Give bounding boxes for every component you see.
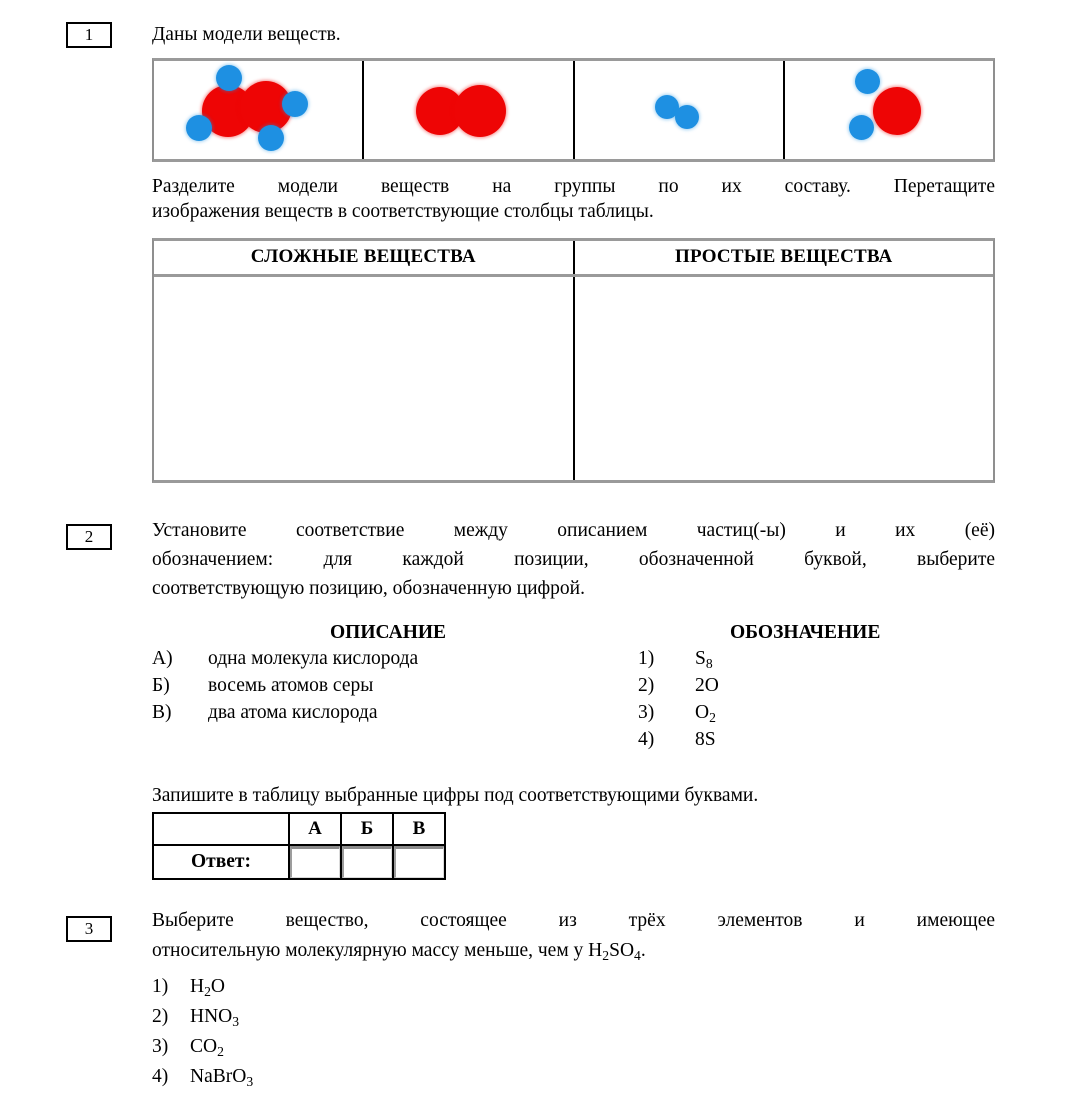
designation-key-4: 4) — [638, 729, 655, 750]
designation-key-1: 1) — [638, 648, 655, 669]
description-key-b: Б) — [152, 675, 170, 696]
task-1-instruction-line-1: Разделите модели веществ на группы по их составу. Перетащите — [152, 176, 995, 197]
description-text-a[interactable]: одна молекула кислорода — [208, 648, 419, 669]
atom-hydrogen — [855, 69, 880, 94]
atom-oxygen — [873, 87, 921, 135]
matching-header-description: ОПИСАНИЕ — [330, 622, 447, 643]
option-sub-3a: 2 — [217, 1043, 224, 1059]
task-2-number: 2 — [66, 524, 112, 550]
model-hydrogen-molecule[interactable] — [575, 61, 783, 159]
matching-headers — [152, 622, 995, 648]
designation-key-2: 2) — [638, 675, 655, 696]
task-3-instruction-line-2 — [152, 938, 995, 968]
designation-value-1[interactable] — [695, 648, 713, 670]
model-cell-1[interactable] — [154, 61, 364, 159]
option-value-2[interactable] — [190, 1006, 239, 1028]
task-2-instruction-line-2: обозначением: для каждой позиции, обозначенной буквой, выберите — [152, 549, 995, 570]
option-value-1[interactable] — [190, 976, 225, 998]
atom-hydrogen — [216, 65, 242, 91]
task-3-number: 3 — [66, 916, 112, 942]
answer-input-cell-a[interactable] — [289, 845, 341, 879]
answer-table-corner-cell — [153, 813, 289, 845]
answer-letter-v: В — [393, 813, 445, 845]
answer-input-a[interactable] — [290, 846, 340, 878]
option-part-1a: H — [190, 976, 205, 997]
designation-value-3[interactable] — [695, 702, 716, 724]
task-1-prompt: Даны модели веществ. — [152, 24, 341, 45]
task-3-formula-sub-2: 4 — [634, 947, 641, 963]
sorting-table-body — [154, 277, 993, 480]
description-text-b[interactable]: восемь атомов серы — [208, 675, 374, 696]
option-value-4[interactable] — [190, 1066, 253, 1088]
task-3-instruction-line-2-post: . — [640, 940, 646, 961]
option-part-1b: O — [210, 976, 226, 997]
description-text-v[interactable]: два атома кислорода — [208, 702, 378, 723]
answer-input-b[interactable] — [342, 846, 392, 878]
atom-oxygen — [454, 85, 506, 137]
answer-table-value-row — [153, 845, 445, 879]
matching-row-2 — [152, 675, 995, 702]
option-sub-4a: 3 — [246, 1073, 254, 1089]
matching-row-1 — [152, 648, 995, 675]
designation-key-3: 3) — [638, 702, 655, 723]
task-2-instruction — [152, 518, 995, 605]
model-hydrogen-peroxide[interactable] — [154, 61, 362, 159]
task-1 — [0, 0, 1080, 52]
description-key-v: В) — [152, 702, 172, 723]
option-key-3: 3) — [152, 1036, 169, 1057]
designation-value-4[interactable] — [695, 729, 716, 751]
task-3-instruction — [152, 908, 995, 968]
answer-input-cell-b[interactable] — [341, 845, 393, 879]
task-3-instruction-line-2-mid: SO — [609, 940, 635, 961]
task-3-instruction-line-1: Выберите вещество, состоящее из трёх элементов и имеющее — [152, 910, 995, 931]
designation-base-1: S — [695, 648, 706, 669]
option-part-3a: CO — [190, 1036, 218, 1057]
atom-hydrogen — [282, 91, 308, 117]
option-value-3[interactable] — [190, 1036, 224, 1058]
model-cell-4[interactable] — [785, 61, 993, 159]
sorting-table — [152, 238, 995, 483]
task-1-instruction-line-2: изображения веществ в соответствующие столбцы таблицы. — [152, 201, 654, 222]
task-1-instruction — [152, 174, 995, 224]
dropzone-simple-substances[interactable] — [575, 277, 994, 480]
answer-table — [152, 812, 446, 880]
task-3-instruction-line-2-pre: относительную молекулярную массу меньше, чем у H — [152, 940, 603, 961]
answer-letter-b: Б — [341, 813, 393, 845]
model-water-molecule[interactable] — [785, 61, 993, 159]
answer-label: Ответ: — [153, 845, 289, 879]
task-2-instruction-line-1: Установите соответствие между описанием частиц(-ы) и их (её) — [152, 520, 995, 541]
option-sub-2a: 3 — [232, 1013, 240, 1029]
task-3-formula-sub-1: 2 — [602, 947, 610, 963]
designation-base-4: 8S — [695, 729, 716, 750]
designation-base-2: 2O — [695, 675, 719, 696]
column-header-complex-substances: СЛОЖНЫЕ ВЕЩЕСТВА — [154, 241, 575, 274]
sorting-table-header-row — [154, 241, 993, 277]
option-key-1: 1) — [152, 976, 169, 997]
matching-header-designation: ОБОЗНАЧЕНИЕ — [730, 622, 881, 643]
answer-letter-a: А — [289, 813, 341, 845]
atom-hydrogen — [186, 115, 212, 141]
option-key-4: 4) — [152, 1066, 169, 1087]
option-part-4a: NaBrO — [190, 1066, 247, 1087]
designation-value-2[interactable] — [695, 675, 719, 697]
model-cell-3[interactable] — [575, 61, 785, 159]
task-2-answer-note: Запишите в таблицу выбранные цифры под соответствующими буквами. — [152, 785, 759, 806]
column-header-simple-substances: ПРОСТЫЕ ВЕЩЕСТВА — [675, 246, 893, 267]
atom-hydrogen — [675, 105, 699, 129]
option-sub-1a: 2 — [204, 983, 211, 999]
designation-sub-3: 2 — [709, 709, 716, 725]
dropzone-complex-substances[interactable] — [154, 277, 575, 480]
task-1-number: 1 — [66, 22, 112, 48]
designation-sub-1: 8 — [705, 655, 713, 671]
atom-hydrogen — [258, 125, 284, 151]
matching-columns — [152, 622, 995, 756]
option-key-2: 2) — [152, 1006, 169, 1027]
models-table — [152, 58, 995, 162]
answer-input-cell-v[interactable] — [393, 845, 445, 879]
answer-input-v[interactable] — [394, 846, 444, 878]
matching-row-3 — [152, 702, 995, 729]
atom-hydrogen — [849, 115, 874, 140]
description-key-a: А) — [152, 648, 173, 669]
designation-base-3: O — [695, 702, 710, 723]
model-cell-2[interactable] — [364, 61, 574, 159]
answer-table-header-row — [153, 813, 445, 845]
matching-row-4 — [152, 729, 995, 756]
model-oxygen-molecule[interactable] — [364, 61, 572, 159]
option-part-2a: HNO — [190, 1006, 233, 1027]
task-2-instruction-line-3: соответствующую позицию, обозначенную цифрой. — [152, 578, 585, 599]
